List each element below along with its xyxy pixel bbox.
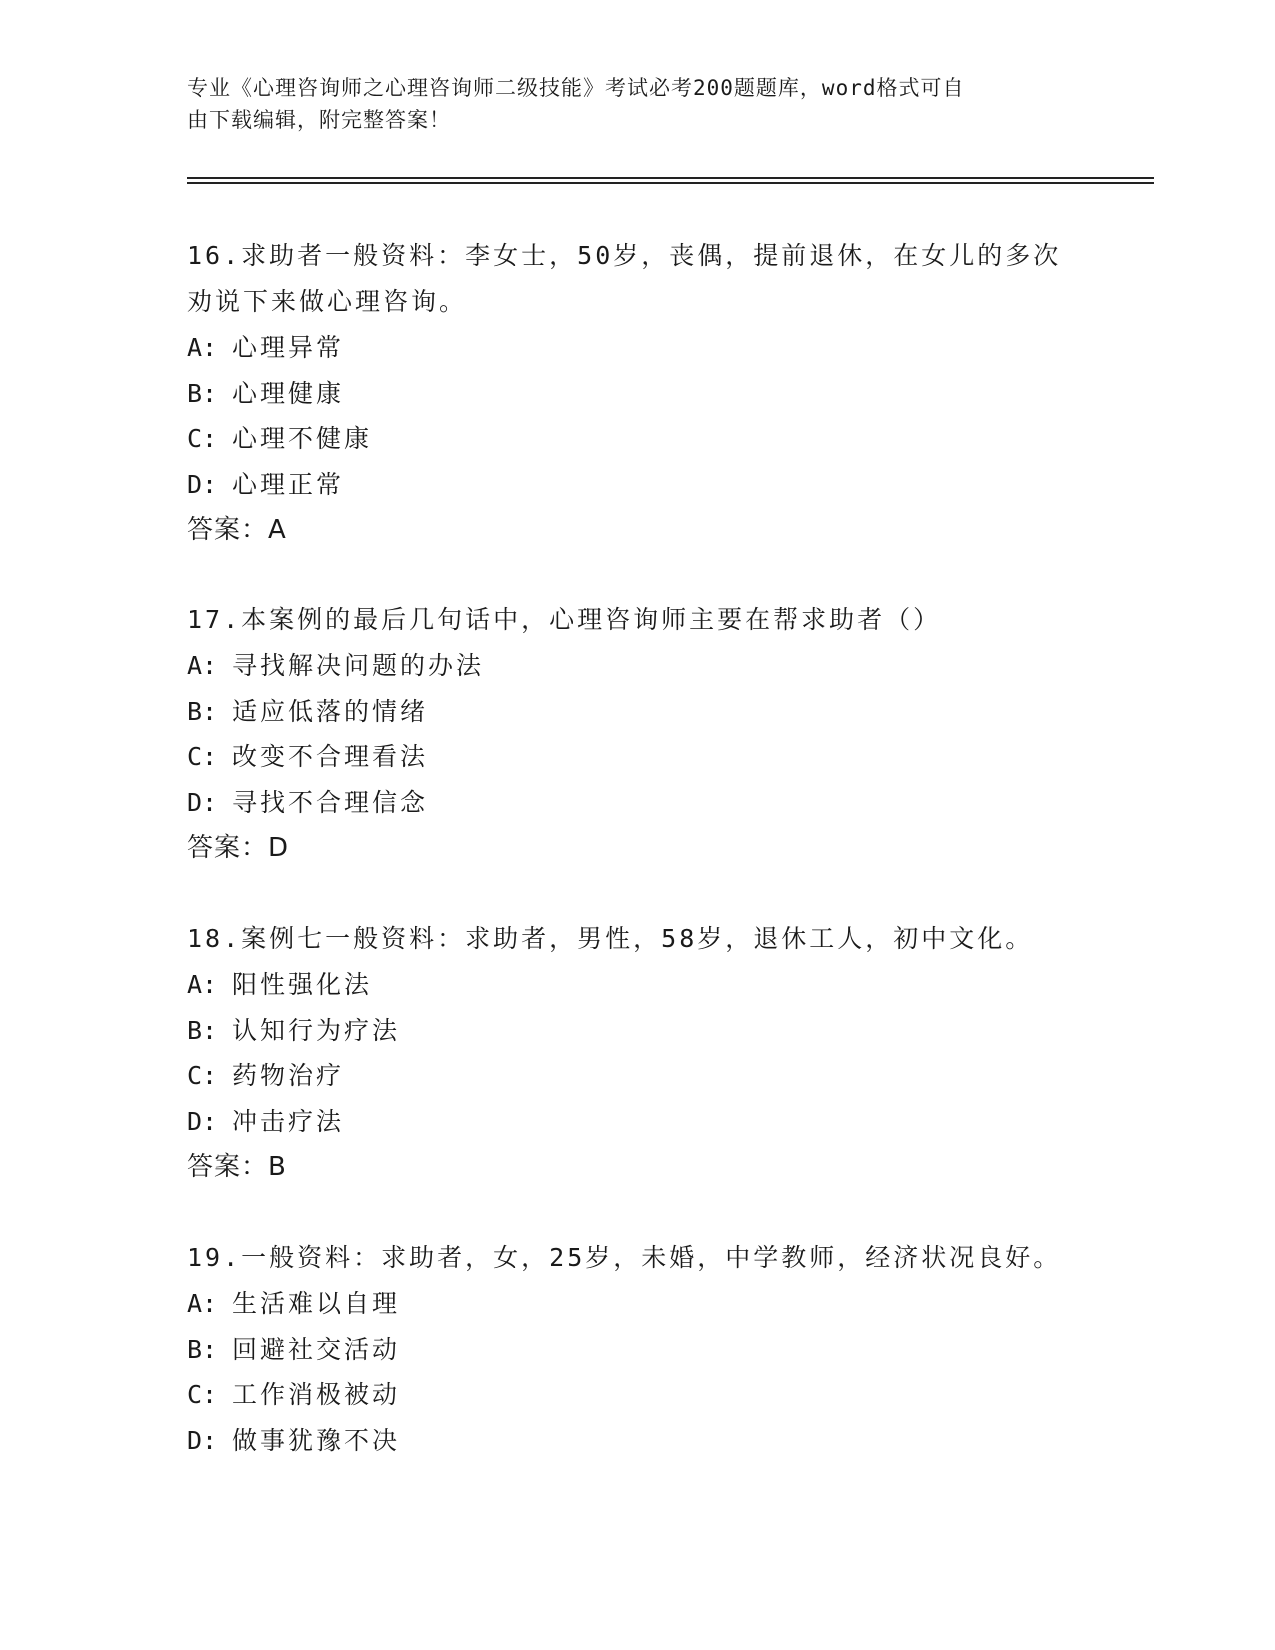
header-divider-top bbox=[187, 177, 1154, 179]
option-letter: C: bbox=[187, 1061, 218, 1090]
option-text: 适应低落的情绪 bbox=[232, 696, 429, 726]
option-letter: B: bbox=[187, 696, 218, 726]
option-b bbox=[187, 1008, 1087, 1054]
option-a bbox=[187, 643, 1087, 689]
answer-line: 答案：D bbox=[187, 833, 290, 863]
option-a bbox=[187, 1281, 1087, 1327]
option-d bbox=[187, 1099, 1087, 1145]
option-letter: D: bbox=[187, 469, 218, 499]
option-text: 做事犹豫不决 bbox=[232, 1425, 401, 1455]
option-c bbox=[187, 416, 1087, 462]
option-text: 回避社交活动 bbox=[232, 1334, 401, 1364]
question-16 bbox=[187, 233, 1087, 553]
option-text: 寻找不合理信念 bbox=[232, 787, 429, 817]
option-text: 生活难以自理 bbox=[232, 1289, 401, 1318]
option-letter: B: bbox=[187, 1334, 218, 1364]
header-divider-bottom bbox=[187, 182, 1154, 184]
option-letter: A: bbox=[187, 651, 218, 680]
option-text: 心理健康 bbox=[232, 378, 345, 408]
option-letter: C: bbox=[187, 424, 218, 453]
option-text: 寻找解决问题的办法 bbox=[232, 651, 485, 680]
option-b bbox=[187, 371, 1087, 417]
option-text: 心理异常 bbox=[232, 333, 345, 362]
option-c bbox=[187, 1053, 1087, 1099]
document-header bbox=[187, 72, 1067, 136]
option-text: 药物治疗 bbox=[232, 1061, 345, 1090]
option-c bbox=[187, 1372, 1087, 1418]
option-letter: B: bbox=[187, 1015, 218, 1045]
header-line-2: 由下载编辑，附完整答案！ bbox=[187, 108, 451, 132]
option-text: 改变不合理看法 bbox=[232, 742, 429, 771]
option-letter: D: bbox=[187, 1425, 218, 1455]
answer-line: 答案：A bbox=[187, 515, 287, 545]
question-17 bbox=[187, 597, 1087, 871]
question-text: 19.一般资料：求助者，女，25岁，未婚，中学教师，经济状况良好。 bbox=[187, 1243, 1062, 1272]
option-text: 心理不健康 bbox=[232, 424, 373, 453]
option-text: 认知行为疗法 bbox=[232, 1015, 401, 1045]
header-line-1: 专业《心理咨询师之心理咨询师二级技能》考试必考200题题库，word格式可自 bbox=[187, 76, 965, 100]
option-d bbox=[187, 1418, 1087, 1464]
option-c bbox=[187, 734, 1087, 780]
option-letter: D: bbox=[187, 787, 218, 817]
question-text: 17.本案例的最后几句话中，心理咨询师主要在帮求助者（） bbox=[187, 605, 942, 634]
option-letter: C: bbox=[187, 1380, 218, 1409]
option-a bbox=[187, 325, 1087, 371]
option-letter: C: bbox=[187, 742, 218, 771]
option-d bbox=[187, 462, 1087, 508]
option-b bbox=[187, 689, 1087, 735]
option-letter: A: bbox=[187, 970, 218, 999]
option-letter: D: bbox=[187, 1106, 218, 1136]
question-text: 18.案例七一般资料：求助者，男性，58岁，退休工人，初中文化。 bbox=[187, 924, 1034, 953]
answer-line: 答案：B bbox=[187, 1152, 287, 1182]
option-a bbox=[187, 962, 1087, 1008]
option-text: 心理正常 bbox=[232, 469, 345, 499]
option-d bbox=[187, 780, 1087, 826]
question-text-continued: 劝说下来做心理咨询。 bbox=[187, 287, 468, 316]
option-letter: B: bbox=[187, 378, 218, 408]
question-text: 16.求助者一般资料：李女士，50岁，丧偶，提前退休，在女儿的多次 bbox=[187, 241, 1062, 270]
option-b bbox=[187, 1327, 1087, 1373]
question-19 bbox=[187, 1235, 1087, 1463]
option-letter: A: bbox=[187, 333, 218, 362]
option-letter: A: bbox=[187, 1289, 218, 1318]
option-text: 阳性强化法 bbox=[232, 970, 373, 999]
option-text: 工作消极被动 bbox=[232, 1380, 401, 1409]
question-18 bbox=[187, 916, 1087, 1190]
option-text: 冲击疗法 bbox=[232, 1106, 345, 1136]
